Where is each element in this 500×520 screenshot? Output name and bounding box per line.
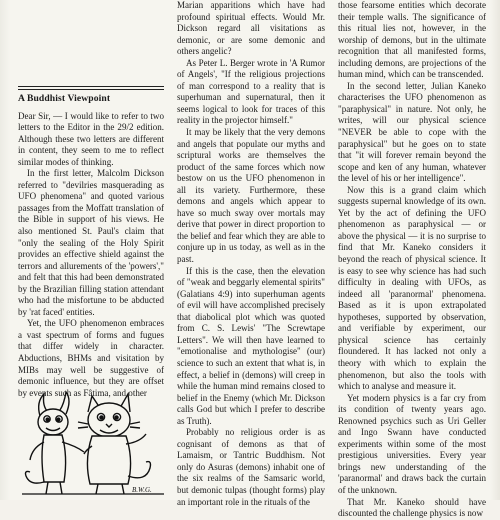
article-heading: A Buddhist Viewpoint — [18, 92, 111, 104]
paragraph: Marian apparitions which have had profound spiritual effects. Would Mr. Dickson regard all visitations as demonic, or are some demonic and others angelic? — [177, 0, 325, 57]
salutation-paragraph: Dear Sir, — I would like to refer to two letters to the Editor in the 29/2 edition. Although these two letters are different in content, they seem to me to reflect similar modes of thinking. — [18, 110, 164, 167]
paragraph: Now this is a grand claim which suggests supernal knowledge of its own. Yet by the act of defining the UFO phenomenon as paraphysical — or above the physical — it is no surprise to find that Mr. Kaneko considers it beyond the reach of physical science. It is easy to see why science has had such difficulty in dealing with UFOs, as indeed all 'paranormal' phenomena. Based as it is upon extrapolated hypotheses, supported by observation, and verifiable by experiment, our physical science has certainly floundered. It has lacked not only a theory with which to explain the phenomenon, but also the tools with which to analyse and measure it. — [338, 184, 486, 392]
paragraph: In the first letter, Malcolm Dickson referred to "devilries masquerading as UFO phenomena" and quoted various passages from the Moffatt translation of the Bible in support of his views. He also mentioned St. Paul's claim that "only the sealing of the Holy Spirit provides an effective shield against the terrors and allurements of the 'powers'," and felt that this had been demonstrated by the Brazilian filling station attendant who had the misfortune to be abducted by 'rat faced' entities. — [18, 168, 164, 317]
horned-demon-figure — [26, 392, 85, 494]
paragraph: It may be likely that the very demons and angels that populate our myths and scriptural works are themselves the product of the same forces which now bestow on us the UFO phenomenon in all its variety. Furthermore, these demons and angels which appear to have so much sway over mortals may derive that power in direct proportion to the belief and fear which they are able to conjure up in us today, as well as in the past. — [177, 127, 325, 265]
paragraph: Probably no religious order is as cognisant of demons as that of Lamaism, or Tantric Buddhism. Not only do Asuras (demons) inhabit one of the six realms of the Samsaric world, but demonic tulpas (thought forms) play an important role in the rituals of the — [177, 427, 325, 507]
demon-cartoon-illustration — [22, 386, 164, 498]
paragraph: That Mr. Kaneko should have discounted the challenge physics is now — [338, 496, 486, 519]
paragraph: Yet modern physics is a far cry from its condition of twenty years ago. Renowned psychics such as Uri Geller and Ingo Swann have conducted experiments within some of the most prestigious universities. Every year brings new understanding of the 'paranormal' and draws back the curtain of the unknown. — [338, 392, 486, 495]
paragraph: In the second letter, Julian Kaneko characterises the UFO phenomenon as "paraphysical" in nature. Not only, he writes, will our physical science "NEVER be able to cope with the paraphysical" but he goes on to state that "it will forever remain beyond the scope and ken of any human, whatever the level of his or her intelligence". — [338, 80, 486, 184]
cat-demon-figure — [78, 394, 151, 494]
paragraph: those fearsome entities which decorate their temple walls. The significance of this ritual lies not, however, in the worship of demons, but in the ultimate recognition that all manifested forms, including demons, are projections of the human mind, which can be transcended. — [338, 0, 486, 80]
paragraph: If this is the case, then the elevation of "weak and beggarly elemental spirits" (Galatians 4:9) into superhuman agents of evil will have accomplished precisely that diabolical plot which was quoted from C. S. Lewis' "The Screwtape Letters". We will then have learned to "emotionalise and mythologise" (our) science to such an extent that what is, in effect, a belief in (demons) will creep in while the human mind remains closed to belief in the Enemy (which Mr. Dickson calls God but which I prefer to describe as Truth). — [177, 265, 325, 426]
heading-rule-top — [18, 86, 164, 87]
column-3 — [338, 0, 486, 520]
column-1 — [18, 0, 164, 399]
heading-rule-bottom — [18, 89, 164, 90]
paragraph: As Peter L. Berger wrote in 'A Rumor of Angels', "If the religious projections of man correspond to a reality that is superhuman and supernatural, then it seems logical to look for traces of this reality in the projector himself." — [177, 57, 325, 126]
paragraph: Yet, the UFO phenomenon embraces a vast spectrum of forms and fugues that differ widely in character. Abductions, BHMs and visitation by MIBs may well be suggestive of demonic influence, but they are offset by events such as Fâtima, and other — [18, 318, 164, 398]
column-2 — [177, 0, 325, 508]
artist-signature: B.W.G. — [132, 486, 152, 494]
